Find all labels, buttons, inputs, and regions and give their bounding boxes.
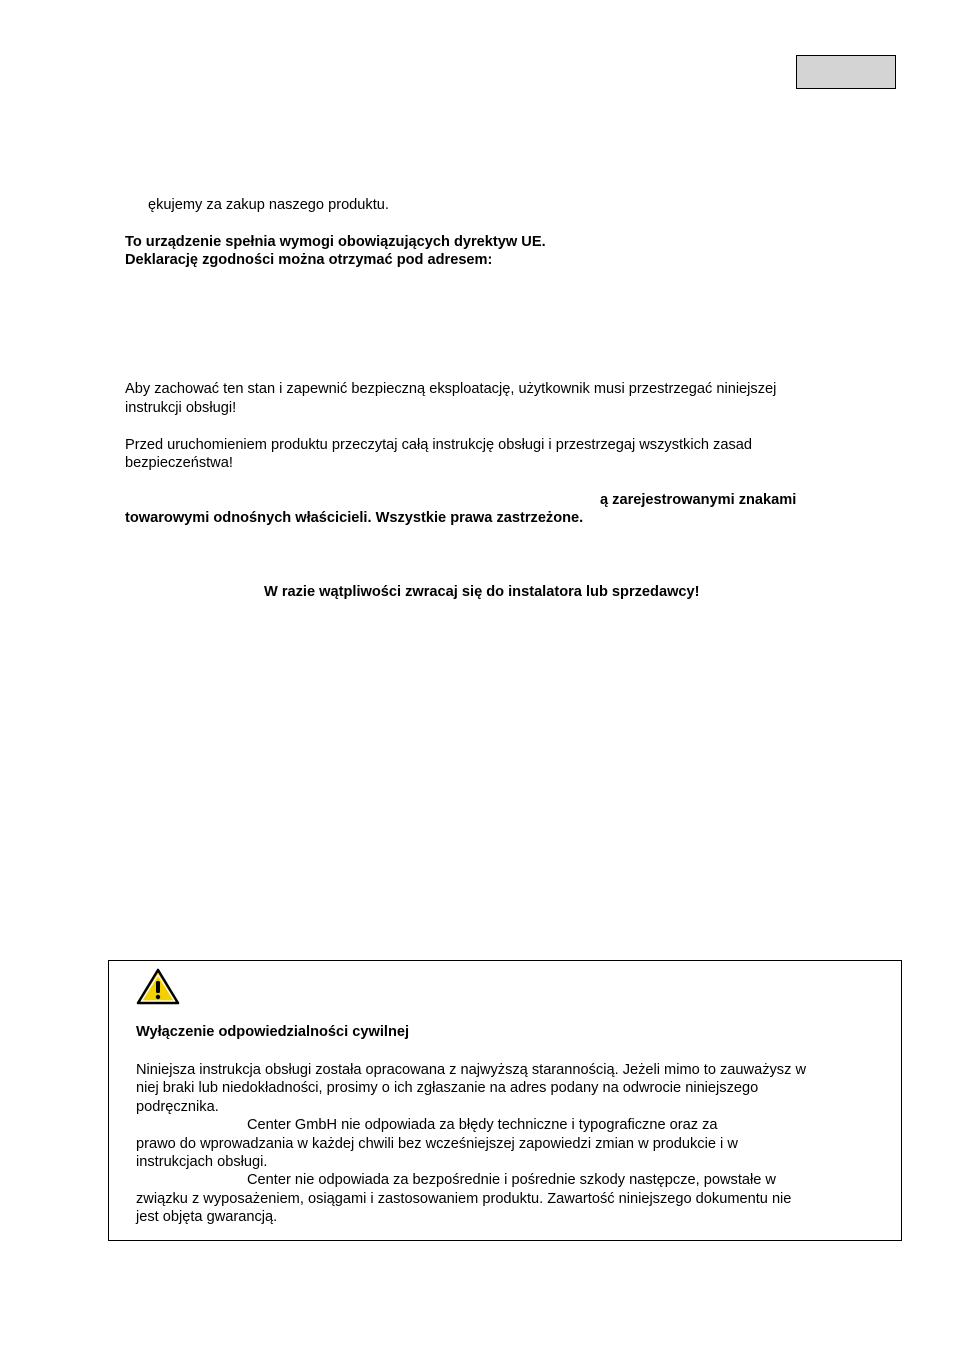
disclaimer-line: Niniejsza instrukcja obsługi została opracowana z najwyższą starannością. Jeżeli mimo to zauważysz w — [136, 1062, 806, 1078]
disclaimer-line: niej braki lub niedokładności, prosimy o ich zgłaszanie na adres podany na odwrocie niniejszego — [136, 1080, 759, 1096]
disclaimer-line: prawo do wprowadzania w każdej chwili bez wcześniejszej zapowiedzi zmian w produkcie i w — [136, 1136, 738, 1152]
language-label-box — [796, 55, 896, 89]
disclaimer-line: podręcznika. — [136, 1099, 219, 1115]
trademark-text-line1: ą zarejestrowanymi znakami — [600, 492, 797, 508]
disclaimer-line: jest objęta gwarancją. — [136, 1209, 278, 1225]
safety-text-line1: Aby zachować ten stan i zapewnić bezpieczną eksploatację, użytkownik musi przestrzegać niniejszej — [125, 381, 777, 397]
warning-triangle-icon — [136, 968, 180, 1006]
disclaimer-line: Center GmbH nie odpowiada za błędy techniczne i typograficzne oraz za — [247, 1117, 718, 1133]
contact-installer-text: W razie wątpliwości zwracaj się do instalatora lub sprzedawcy! — [264, 584, 700, 600]
read-manual-text-line2: bezpieczeństwa! — [125, 455, 233, 471]
thanks-text: ękujemy za zakup naszego produktu. — [148, 197, 389, 213]
disclaimer-title: Wyłączenie odpowiedzialności cywilnej — [136, 1024, 410, 1040]
disclaimer-line: Center nie odpowiada za bezpośrednie i pośrednie szkody następcze, powstałe w — [247, 1172, 776, 1188]
read-manual-text-line1: Przed uruchomieniem produktu przeczytaj całą instrukcję obsługi i przestrzegaj wszystkich zasad — [125, 437, 752, 453]
eu-compliance-text: To urządzenie spełnia wymogi obowiązujących dyrektyw UE. — [125, 234, 546, 250]
disclaimer-line: związku z wyposażeniem, osiągami i zastosowaniem produktu. Zawartość niniejszego dokumentu nie — [136, 1191, 792, 1207]
disclaimer-line: instrukcjach obsługi. — [136, 1154, 268, 1170]
safety-text-line2: instrukcji obsługi! — [125, 400, 237, 416]
disclaimer-box — [108, 960, 902, 1241]
declaration-text: Deklarację zgodności można otrzymać pod adresem: — [125, 252, 493, 268]
trademark-text-line2: towarowymi odnośnych właścicieli. Wszystkie prawa zastrzeżone. — [125, 510, 584, 526]
